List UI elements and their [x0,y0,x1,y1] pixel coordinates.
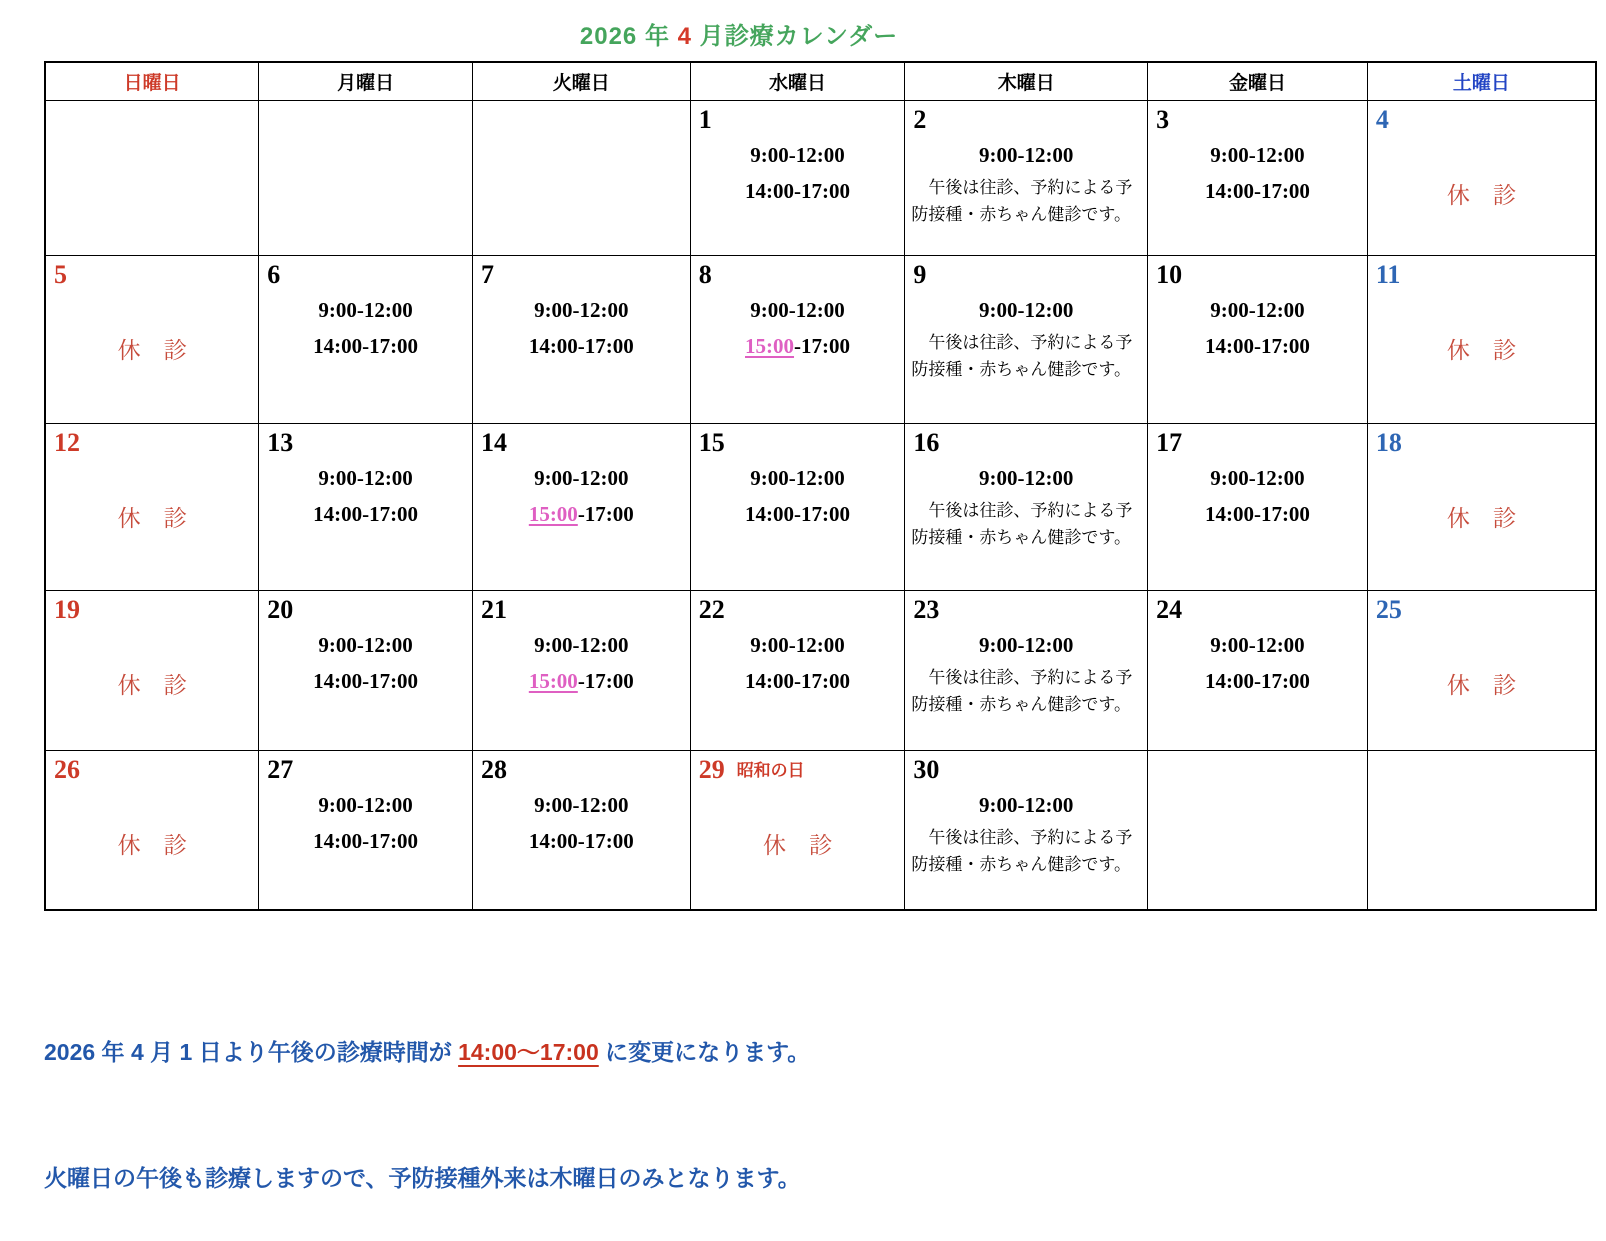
day-cell-24 [1148,590,1368,750]
day-line [1368,591,1595,627]
day-cell-11 [1367,255,1596,423]
day-line [1148,591,1367,627]
day-number: 23 [913,594,940,624]
day-line [46,256,258,292]
morning-hours: 9:00-12:00 [750,632,845,657]
morning-hours: 14:00-17:00 [313,333,419,358]
empty-cell [1367,750,1596,910]
page-title [44,16,1434,51]
morning-hours: 14:00-17:00 [528,828,634,853]
day-cell-26 [45,750,259,910]
morning-hours: 9:00-12:00 [978,792,1074,817]
new-start-time: 15:00 [528,501,578,526]
calendar-week-1 [45,100,1596,255]
day-number: 12 [54,427,80,457]
day-line [905,256,1147,292]
end-time: -17:00 [794,333,851,358]
afternoon-visit-note: 午後は往診、予約による予防接種・赤ちゃん健診です。 [911,667,1133,714]
morning-hours: 14:00-17:00 [313,828,419,853]
day-cell-7 [472,255,690,423]
day-cell-10 [1148,255,1368,423]
closed-label: 休 診 [117,672,187,698]
day-cell-21 [472,590,690,750]
holiday-name-label: 昭和の日 [736,760,805,780]
header-tuesday: 火曜日 [472,62,690,100]
day-number: 15 [698,427,725,457]
day-line [905,101,1147,137]
day-cell-13 [259,423,473,590]
day-number: 8 [698,259,712,289]
empty-cell [259,100,473,255]
day-number: 14 [480,427,507,457]
day-number: 17 [1156,427,1183,457]
day-cell-23 [905,590,1148,750]
morning-hours: 9:00-12:00 [1210,632,1305,657]
day-line [905,591,1147,627]
day-line [46,591,258,627]
day-number: 16 [913,427,940,457]
morning-hours: 14:00-17:00 [745,501,850,526]
day-number: 20 [267,594,294,624]
day-number: 13 [267,427,294,457]
day-line [691,256,905,292]
empty-cell [472,100,690,255]
header-wednesday: 水曜日 [690,62,905,100]
afternoon-hours-changed [473,496,690,532]
header-sunday: 日曜日 [45,62,259,100]
closed-label: 休 診 [117,505,187,531]
footnote-line-1 [44,1031,1606,1073]
day-line [259,424,472,460]
title-suffix-segment: 月診療カレンダー [691,23,899,50]
day-number: 22 [698,594,725,624]
header-thursday: 木曜日 [905,62,1148,100]
day-line [1148,256,1367,292]
day-cell-20 [259,590,473,750]
header-saturday: 土曜日 [1367,62,1596,100]
afternoon-hours-changed [473,663,690,699]
day-cell-1 [690,100,905,255]
day-line [46,751,258,787]
closed-label: 休 診 [1446,505,1516,531]
day-number: 4 [1375,104,1389,134]
day-cell-2 [905,100,1148,255]
morning-hours: 9:00-12:00 [318,632,413,657]
day-line [691,591,905,627]
morning-hours: 9:00-12:00 [1210,297,1305,322]
day-line [1368,101,1595,137]
header-monday: 月曜日 [259,62,473,100]
day-cell-12 [45,423,259,590]
day-number: 30 [913,754,940,784]
day-line [46,424,258,460]
day-cell-27 [259,750,473,910]
morning-hours: 9:00-12:00 [318,792,413,817]
footnote-line-2: 火曜日の午後も診療しますので、予防接種外来は木曜日のみとなります。 [44,1165,801,1191]
morning-hours: 14:00-17:00 [313,501,419,526]
end-time: -17:00 [577,668,634,693]
closed-label: 休 診 [1446,182,1516,208]
day-number: 1 [698,104,712,134]
day-line [1148,101,1367,137]
morning-hours: 14:00-17:00 [528,333,634,358]
day-cell-3 [1148,100,1368,255]
day-number: 7 [480,259,494,289]
closed-label: 休 診 [763,832,833,858]
title-year-segment: 2026 年 [579,23,678,50]
morning-hours: 9:00-12:00 [534,465,629,490]
morning-hours: 14:00-17:00 [745,178,850,203]
day-number: 10 [1156,259,1183,289]
day-number: 26 [54,754,80,784]
footnote1-new-hours: 14:00～17:00 [458,1039,599,1065]
day-line [905,424,1147,460]
afternoon-visit-note: 午後は往診、予約による予防接種・赤ちゃん健診です。 [911,500,1133,547]
day-line [473,256,690,292]
day-cell-19 [45,590,259,750]
morning-hours: 9:00-12:00 [534,297,629,322]
empty-cell [1148,750,1368,910]
day-number: 9 [913,259,927,289]
morning-hours: 9:00-12:00 [750,297,845,322]
day-line [905,751,1147,787]
day-line [259,751,472,787]
day-cell-14 [472,423,690,590]
day-cell-17 [1148,423,1368,590]
new-start-time: 15:00 [745,333,795,358]
morning-hours: 9:00-12:00 [750,142,845,167]
day-cell-8 [690,255,905,423]
day-cell-16 [905,423,1148,590]
day-cell-28 [472,750,690,910]
day-cell-5 [45,255,259,423]
morning-hours: 9:00-12:00 [318,465,413,490]
morning-hours: 9:00-12:00 [978,465,1074,490]
morning-hours: 14:00-17:00 [1204,178,1310,203]
day-cell-18 [1367,423,1596,590]
morning-hours: 9:00-12:00 [318,297,413,322]
day-number: 28 [480,754,507,784]
day-cell-22 [690,590,905,750]
day-line [259,591,472,627]
day-line [691,101,905,137]
new-start-time: 15:00 [528,668,578,693]
day-number: 29 [698,754,725,784]
morning-hours: 9:00-12:00 [978,142,1074,167]
day-number: 2 [913,104,927,134]
day-line [259,256,472,292]
morning-hours: 9:00-12:00 [534,792,629,817]
empty-cell [45,100,259,255]
morning-hours: 9:00-12:00 [978,297,1074,322]
day-cell-4 [1367,100,1596,255]
morning-hours: 14:00-17:00 [1204,333,1310,358]
day-cell-6 [259,255,473,423]
day-number: 3 [1156,104,1170,134]
closed-label: 休 診 [117,337,187,363]
afternoon-hours-changed [691,328,905,364]
end-time: -17:00 [577,501,634,526]
weekday-header-row [45,62,1596,100]
afternoon-visit-note: 午後は往診、予約による予防接種・赤ちゃん健診です。 [911,332,1133,379]
day-cell-15 [690,423,905,590]
morning-hours: 14:00-17:00 [1204,501,1310,526]
clinic-calendar-table [44,61,1597,911]
morning-hours: 9:00-12:00 [1210,142,1305,167]
day-line [473,424,690,460]
day-cell-25 [1367,590,1596,750]
afternoon-visit-note: 午後は往診、予約による予防接種・赤ちゃん健診です。 [911,177,1133,224]
day-number: 27 [267,754,294,784]
morning-hours: 14:00-17:00 [313,668,419,693]
calendar-week-4 [45,590,1596,750]
day-number: 5 [54,259,67,289]
calendar-week-3 [45,423,1596,590]
closed-label: 休 診 [1446,672,1516,698]
day-line [473,751,690,787]
day-number: 6 [267,259,281,289]
calendar-week-5 [45,750,1596,910]
closed-label: 休 診 [117,832,187,858]
day-line [1148,424,1367,460]
day-number: 25 [1375,594,1402,624]
day-number: 24 [1156,594,1183,624]
morning-hours: 9:00-12:00 [534,632,629,657]
day-line [691,424,905,460]
morning-hours: 9:00-12:00 [750,465,845,490]
day-line [473,591,690,627]
closed-label: 休 診 [1446,337,1516,363]
day-cell-9 [905,255,1148,423]
calendar-week-2 [45,255,1596,423]
morning-hours: 14:00-17:00 [1204,668,1310,693]
day-cell-29 [690,750,905,910]
day-line [691,751,905,787]
afternoon-visit-note: 午後は往診、予約による予防接種・赤ちゃん健診です。 [911,827,1133,874]
header-friday: 金曜日 [1148,62,1368,100]
footnote1-prefix: 2026 年 4 月 1 日より午後の診療時間が [44,1039,459,1065]
footnotes [44,947,1606,1241]
morning-hours: 9:00-12:00 [1210,465,1305,490]
day-line [1368,256,1595,292]
day-number: 21 [480,594,507,624]
day-cell-30 [905,750,1148,910]
day-number: 19 [54,594,80,624]
day-number: 18 [1375,427,1402,457]
day-number: 11 [1375,259,1401,289]
morning-hours: 9:00-12:00 [978,632,1074,657]
morning-hours: 14:00-17:00 [745,668,850,693]
day-line [1368,424,1595,460]
footnote1-suffix: に変更になります。 [598,1039,811,1065]
calendar-body [45,100,1596,910]
title-month-number: 4 [677,23,692,50]
